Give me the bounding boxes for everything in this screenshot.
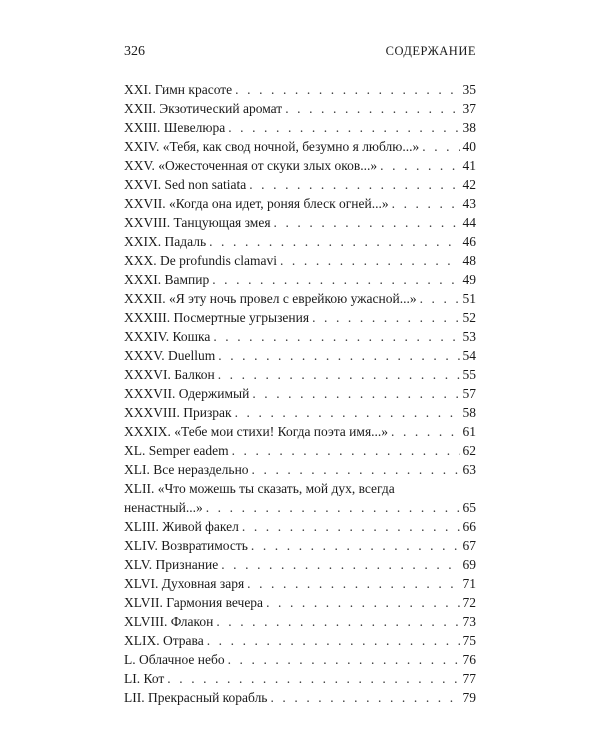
toc-page: 52 <box>462 310 476 325</box>
toc-entry <box>124 308 476 327</box>
toc-page: 63 <box>462 462 476 477</box>
toc-title: LII. Прекрасный корабль <box>124 690 268 705</box>
toc-entry <box>124 327 476 346</box>
table-of-contents <box>124 80 476 707</box>
toc-title: XXXV. Duellum <box>124 348 216 363</box>
toc-title: XLI. Все нераздельно <box>124 462 249 477</box>
dot-leader <box>391 422 459 441</box>
toc-entry <box>124 270 476 289</box>
toc-page: 79 <box>462 690 476 705</box>
toc-entry <box>124 593 476 612</box>
toc-entry <box>124 460 476 479</box>
toc-page: 38 <box>462 120 476 135</box>
toc-page: 49 <box>462 272 476 287</box>
toc-entry <box>124 213 476 232</box>
toc-title: XXIII. Шевелюра <box>124 120 226 135</box>
toc-entry <box>124 612 476 631</box>
toc-page: 42 <box>462 177 476 192</box>
toc-title: XXXVII. Одержимый <box>124 386 250 401</box>
toc-page: 67 <box>462 538 476 553</box>
dot-leader <box>380 156 459 175</box>
toc-page: 75 <box>462 633 476 648</box>
toc-entry <box>124 346 476 365</box>
toc-page: 35 <box>462 82 476 97</box>
toc-page: 69 <box>462 557 476 572</box>
toc-entry <box>124 669 476 688</box>
toc-title: XXX. De profundis clamavi <box>124 253 277 268</box>
toc-entry <box>124 650 476 669</box>
toc-title: XLIII. Живой факел <box>124 519 239 534</box>
running-title: СОДЕРЖАНИЕ <box>385 44 476 58</box>
toc-title: XXVIII. Танцующая змея <box>124 215 271 230</box>
toc-title: L. Облачное небо <box>124 652 225 667</box>
toc-entry <box>124 441 476 460</box>
dot-leader <box>218 365 460 384</box>
dot-leader <box>209 232 459 251</box>
toc-entry <box>124 251 476 270</box>
page-number: 326 <box>124 44 145 59</box>
toc-title: XL. Semper eadem <box>124 443 229 458</box>
toc-page: 46 <box>462 234 476 249</box>
dot-leader <box>392 194 460 213</box>
toc-title: XXXIII. Посмертные угрызения <box>124 310 310 325</box>
toc-title: XXXI. Вампир <box>124 272 210 287</box>
toc-title: XLVII. Гармония вечера <box>124 595 264 610</box>
dot-leader <box>232 441 460 460</box>
toc-title: XXXII. «Я эту ночь провел с еврейкою ужасной...» <box>124 291 417 306</box>
dot-leader <box>420 289 460 308</box>
dot-leader <box>216 612 459 631</box>
dot-leader <box>312 308 459 327</box>
toc-title: XXXVI. Балкон <box>124 367 215 382</box>
dot-leader <box>274 213 460 232</box>
toc-page: 44 <box>462 215 476 230</box>
toc-entry <box>124 365 476 384</box>
dot-leader <box>228 650 460 669</box>
dot-leader <box>221 555 459 574</box>
dot-leader <box>252 384 459 403</box>
dot-leader <box>212 270 459 289</box>
toc-entry <box>124 574 476 593</box>
toc-page: 40 <box>462 139 476 154</box>
toc-entry <box>124 175 476 194</box>
dot-leader <box>266 593 459 612</box>
toc-entry <box>124 99 476 118</box>
toc-title: LI. Кот <box>124 671 165 686</box>
toc-page: 65 <box>462 500 476 515</box>
toc-title: XLVI. Духовная заря <box>124 576 245 591</box>
dot-leader <box>228 118 459 137</box>
toc-entry <box>124 479 476 517</box>
dot-leader <box>251 536 460 555</box>
toc-entry <box>124 118 476 137</box>
toc-entry <box>124 555 476 574</box>
dot-leader <box>280 251 460 270</box>
toc-entry <box>124 631 476 650</box>
toc-title: XXIV. «Тебя, как свод ночной, безумно я люблю...» <box>124 139 420 154</box>
toc-page: 76 <box>462 652 476 667</box>
toc-title-continuation: ненастный...» <box>124 500 203 515</box>
toc-entry <box>124 517 476 536</box>
toc-page: 53 <box>462 329 476 344</box>
dot-leader <box>207 631 460 650</box>
toc-page: 41 <box>462 158 476 173</box>
dot-leader <box>249 175 459 194</box>
toc-page: 48 <box>462 253 476 268</box>
toc-page: 71 <box>462 576 476 591</box>
toc-title: XXII. Экзотический аромат <box>124 101 283 116</box>
page-header <box>124 44 476 60</box>
toc-entry <box>124 80 476 99</box>
toc-title: XXVII. «Когда она идет, роняя блеск огней...» <box>124 196 389 211</box>
toc-title: XXV. «Ожесточенная от скуки злых оков...» <box>124 158 378 173</box>
toc-title: XLV. Признание <box>124 557 219 572</box>
dot-leader <box>270 688 459 707</box>
dot-leader <box>235 80 459 99</box>
toc-title: XXIX. Падаль <box>124 234 207 249</box>
toc-page: 61 <box>462 424 476 439</box>
toc-entry <box>124 194 476 213</box>
toc-title: XXXIV. Кошка <box>124 329 211 344</box>
toc-page: 51 <box>462 291 476 306</box>
dot-leader <box>213 327 459 346</box>
toc-entry <box>124 156 476 175</box>
toc-entry <box>124 688 476 707</box>
toc-page: 72 <box>462 595 476 610</box>
toc-page: 58 <box>462 405 476 420</box>
toc-page: 62 <box>462 443 476 458</box>
toc-entry <box>124 422 476 441</box>
toc-page: 77 <box>462 671 476 686</box>
toc-page: 37 <box>462 101 476 116</box>
dot-leader <box>235 403 460 422</box>
dot-leader <box>252 460 460 479</box>
toc-page: 43 <box>462 196 476 211</box>
toc-page: 55 <box>462 367 476 382</box>
toc-title: XXXIX. «Тебе мои стихи! Когда поэта имя...» <box>124 424 389 439</box>
toc-page: 54 <box>462 348 476 363</box>
dot-leader <box>206 498 460 517</box>
toc-page: 66 <box>462 519 476 534</box>
toc-entry <box>124 403 476 422</box>
toc-entry <box>124 232 476 251</box>
dot-leader <box>218 346 459 365</box>
toc-page: 73 <box>462 614 476 629</box>
toc-title: XLIV. Возвратимость <box>124 538 248 553</box>
toc-title: XXVI. Sed non satiata <box>124 177 247 192</box>
toc-title: XLIX. Отрава <box>124 633 204 648</box>
dot-leader <box>167 669 459 688</box>
toc-title: XLVIII. Флакон <box>124 614 214 629</box>
dot-leader <box>422 137 459 156</box>
toc-entry <box>124 137 476 156</box>
toc-title: XLII. «Что можешь ты сказать, мой дух, всегда <box>124 481 395 496</box>
dot-leader <box>285 99 459 118</box>
toc-title: XXI. Гимн красоте <box>124 82 233 97</box>
toc-entry <box>124 384 476 403</box>
toc-page: 57 <box>462 386 476 401</box>
toc-title: XXXVIII. Призрак <box>124 405 232 420</box>
toc-entry <box>124 536 476 555</box>
dot-leader <box>242 517 460 536</box>
toc-entry <box>124 289 476 308</box>
dot-leader <box>247 574 459 593</box>
